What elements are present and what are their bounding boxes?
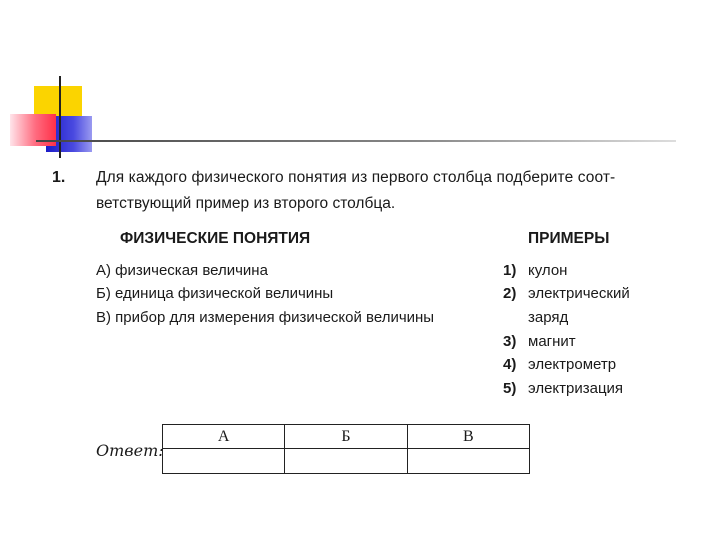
example-text: электрометр bbox=[528, 356, 617, 373]
question-number: 1. bbox=[52, 169, 66, 186]
example-text: электрический bbox=[528, 285, 630, 302]
concept-item bbox=[96, 309, 434, 326]
examples-header: ПРИМЕРЫ bbox=[528, 230, 610, 247]
example-marker: 1) bbox=[503, 262, 517, 279]
concept-marker: А) bbox=[96, 262, 111, 279]
answer-header-a: А bbox=[163, 425, 285, 449]
concept-item bbox=[96, 285, 333, 302]
concept-text: физическая величина bbox=[115, 262, 268, 279]
concept-item bbox=[96, 262, 268, 279]
example-text: электризация bbox=[528, 380, 624, 397]
answer-cell-v[interactable] bbox=[407, 449, 529, 474]
example-marker: 3) bbox=[503, 333, 517, 350]
question-text-line-2: ветствующий пример из второго столбца. bbox=[96, 195, 396, 212]
answer-label: Ответ: bbox=[96, 441, 164, 460]
decor-horizontal-rule bbox=[36, 140, 676, 142]
example-marker: 4) bbox=[503, 356, 517, 373]
example-marker: 2) bbox=[503, 285, 517, 302]
concept-text: прибор для измерения физической величины bbox=[115, 309, 435, 326]
answer-cell-b[interactable] bbox=[285, 449, 407, 474]
answer-cell-a[interactable] bbox=[163, 449, 285, 474]
example-marker: 5) bbox=[503, 380, 517, 397]
concept-text: единица физической величины bbox=[115, 285, 334, 302]
answer-table bbox=[162, 424, 530, 474]
concepts-header: ФИЗИЧЕСКИЕ ПОНЯТИЯ bbox=[120, 230, 311, 247]
example-text: кулон bbox=[528, 262, 568, 279]
concept-marker: Б) bbox=[96, 285, 111, 302]
example-text: заряд bbox=[528, 309, 569, 326]
question-text-line-1: Для каждого физического понятия из первого столбца подберите соот- bbox=[96, 169, 616, 186]
decor-vertical-line bbox=[59, 76, 61, 158]
example-text: магнит bbox=[528, 333, 576, 350]
concept-marker: В) bbox=[96, 309, 111, 326]
answer-header-v: В bbox=[407, 425, 529, 449]
answer-header-b: Б bbox=[285, 425, 407, 449]
